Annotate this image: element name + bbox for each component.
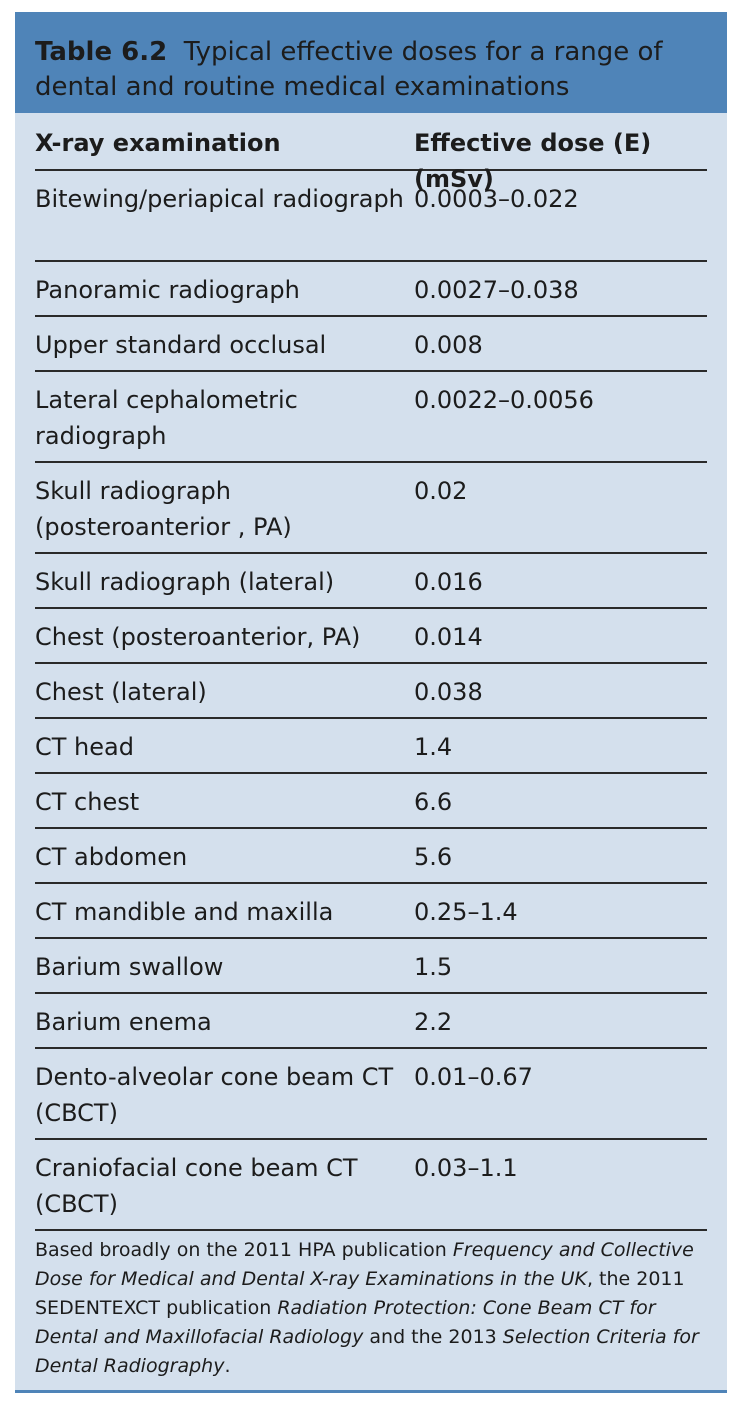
table-row [35, 554, 707, 609]
table-header-row [35, 113, 707, 193]
column-header-dose: Effective dose (E) (mSv) [414, 129, 652, 193]
table-row [35, 171, 707, 262]
exam-cell: Panoramic radiograph [35, 276, 300, 304]
dose-cell: 1.4 [414, 733, 453, 761]
exam-cell: Bitewing/periapical radiograph [35, 185, 404, 213]
dose-cell: 0.01–0.67 [414, 1063, 533, 1091]
table-row [35, 664, 707, 719]
table-row [35, 317, 707, 372]
dose-cell: 0.02 [414, 477, 468, 505]
table-title [35, 35, 715, 105]
table-row [35, 463, 707, 554]
table-row [35, 1140, 707, 1231]
exam-cell: CT mandible and maxilla [35, 898, 334, 926]
table-title-text: Typical effective doses for a range of dental and routine medical examinations [35, 37, 663, 102]
exam-cell: CT head [35, 733, 134, 761]
footnote-text: Based broadly on the 2011 HPA publication [35, 1239, 453, 1261]
table-row [35, 609, 707, 664]
exam-cell: CT chest [35, 788, 140, 816]
table-row [35, 262, 707, 317]
dose-cell: 6.6 [414, 788, 453, 816]
exam-cell: Chest (lateral) [35, 678, 207, 706]
table-row [35, 829, 707, 884]
exam-cell: Craniofacial cone beam CT (CBCT) [35, 1154, 358, 1218]
footnote-publication-title: Frequency and Collective Dose for Medical and Dental X-ray Examinations in the UK [35, 1239, 694, 1290]
table-row [35, 1049, 707, 1140]
table-label: Table 6.2 [35, 37, 168, 67]
column-header-exam: X-ray examination [35, 129, 281, 157]
dose-cell: 0.03–1.1 [414, 1154, 518, 1182]
table-row [35, 372, 707, 463]
table-row [35, 719, 707, 774]
table-row [35, 939, 707, 994]
exam-cell: Skull radiograph (lateral) [35, 568, 335, 596]
table-row [35, 774, 707, 829]
exam-cell: Barium swallow [35, 953, 224, 981]
dose-cell: 0.014 [414, 623, 483, 651]
table-row [35, 884, 707, 939]
dose-cell: 2.2 [414, 1008, 453, 1036]
footnote-publication-title: Selection Criteria for Dental Radiography [35, 1326, 699, 1377]
table-row [35, 994, 707, 1049]
dose-cell: 0.038 [414, 678, 483, 706]
exam-cell: Upper standard occlusal [35, 331, 327, 359]
dose-cell: 1.5 [414, 953, 453, 981]
footnote-text: . [224, 1355, 231, 1377]
dose-cell: 0.25–1.4 [414, 898, 518, 926]
footnote-text: , the 2011 SEDENTEXCT publication [35, 1268, 685, 1319]
dose-table [15, 113, 727, 1231]
exam-cell: Chest (posteroanterior, PA) [35, 623, 361, 651]
dose-cell: 5.6 [414, 843, 453, 871]
exam-cell: Barium enema [35, 1008, 212, 1036]
footnote-text: and the 2013 [363, 1326, 503, 1348]
table-title-bar [15, 12, 727, 113]
exam-cell: Dento-alveolar cone beam CT (CBCT) [35, 1063, 394, 1127]
table-footnote [35, 1236, 715, 1381]
exam-cell: Lateral cephalometric radiograph [35, 386, 298, 450]
table-panel [15, 12, 727, 1393]
dose-cell: 0.0027–0.038 [414, 276, 579, 304]
dose-cell: 0.0022–0.0056 [414, 386, 594, 414]
dose-cell: 0.008 [414, 331, 483, 359]
exam-cell: Skull radiograph (posteroanterior , PA) [35, 477, 292, 541]
dose-cell: 0.0003–0.022 [414, 185, 579, 213]
exam-cell: CT abdomen [35, 843, 188, 871]
dose-cell: 0.016 [414, 568, 483, 596]
footnote-publication-title: Radiation Protection: Cone Beam CT for Dental and Maxillofacial Radiology [35, 1297, 656, 1348]
